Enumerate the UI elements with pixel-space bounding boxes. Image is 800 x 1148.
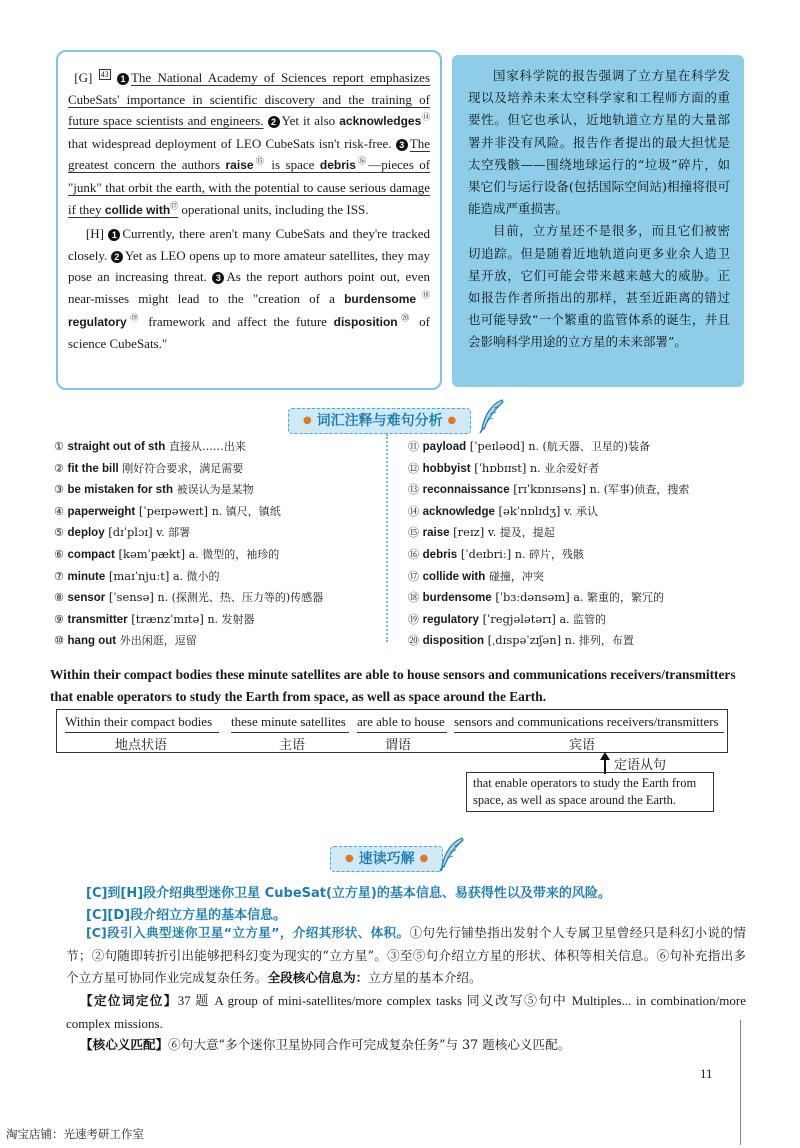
clause-label: 定语从句 — [614, 758, 667, 773]
vocab-definition: n. (探测光、热、压力等的)传感器 — [157, 591, 324, 605]
vocab-word: collide with — [422, 570, 486, 583]
vocab-phonetic: [ˈpeɪləʊd] — [469, 439, 525, 453]
vocab-number: ⑨ — [54, 612, 64, 626]
vocab-entry — [54, 566, 384, 588]
vocab-word: sensor — [67, 592, 106, 605]
sentence-marker: 2 — [268, 116, 280, 128]
segment-adverbial: Within their compact bodies — [65, 714, 213, 729]
vocab-definition: 碰撞，冲突 — [488, 569, 544, 583]
paragraph-c-analysis: [C]段引入典型迷你卫星“立方星”，介绍其形状、体积。①句先行铺垫指出发射个人专属卫星曾经只是科幻小说的情节；②句随即转折引出能够把科幻变为现实的“立方星”。③至⑤句介绍立方星的形状、体积等相关信息。⑥句补充指出多个立方星可协同作业完成复杂任务。全段核心信息为：立方星的基本介绍。 — [66, 925, 747, 985]
vocab-phonetic: [reɪz] — [453, 525, 485, 540]
sentence-marker: 3 — [212, 272, 224, 284]
role-label: 地点状语 — [115, 738, 168, 753]
vocab-phonetic: [dɪˈplɔɪ] — [108, 525, 153, 540]
translation-paragraph-2: 目前，立方星还不是很多，而且它们被密切追踪。但是随着近地轨道向更多业余人造卫星开放，它们可能会带来越来越大的威胁。正如报告作者所指出的那样，甚至近距离的错过也可能导致“一个繁重的监管体系的诞生，并且会影响科学用途的立方星的未来部署”。 — [468, 223, 730, 350]
paragraph-tag: [G] — [68, 70, 93, 85]
vocab-definition: 直接从……出来 — [168, 440, 246, 453]
segment-underline — [357, 732, 447, 733]
vocab-number: ⑳ — [408, 634, 419, 648]
vocab-number: ① — [54, 440, 64, 453]
vocab-keyword: disposition — [333, 314, 398, 329]
vocab-number: ⑬ — [408, 483, 419, 497]
shop-watermark: 淘宝店铺：光速考研工作室 — [6, 1127, 144, 1141]
vocab-word: acknowledge — [422, 505, 495, 518]
vocab-definition: v. 部署 — [156, 526, 191, 540]
vocab-definition: a. 微型的，袖珍的 — [188, 547, 280, 561]
role-label: 宾语 — [569, 738, 596, 753]
english-passage-panel — [56, 50, 442, 390]
vocab-list-right — [408, 436, 738, 652]
core-meaning-analysis: 【核心义匹配】⑥句大意“多个迷你卫星协同合作可完成复杂任务”与 37 题核心义匹配。 — [80, 1037, 571, 1052]
sentence-text: Yet as LEO opens up to more amateur satellites, they may pose an increasing threat. — [68, 247, 430, 285]
segment-object: sensors and communications receivers/transmitters — [454, 714, 719, 729]
vocab-word: minute — [67, 570, 106, 583]
vocab-word: compact — [67, 548, 115, 561]
quill-pen-icon — [476, 398, 506, 434]
up-arrow-icon — [598, 752, 612, 774]
vocab-entry — [408, 630, 738, 652]
vocab-phonetic: [rɪˈkɒnɪsəns] — [513, 482, 586, 497]
passage-paragraph-h: [H] 1 Currently, there aren't many CubeSats and they're tracked closely. 2 Yet as LEO opens up to more amateur satellites, they may pose an increasing threat. 3 As the report authors point out, even near-misses might lead to the "creation of a burdensome⑱ regulatory⑲ framework and affect the future disposition⑳ of science CubeSats." — [68, 226, 431, 352]
vocab-number: ⑩ — [54, 634, 64, 648]
vocab-word: debris — [422, 548, 458, 561]
speed-reading-heading: ● 速读巧解 ● — [330, 846, 443, 872]
vocab-number: ⑤ — [54, 526, 64, 540]
sentence-structure-box — [56, 709, 728, 753]
vocab-entry — [408, 609, 738, 631]
segment-predicate: are able to house — [357, 714, 445, 729]
vocab-section-heading: ● 词汇注释与难句分析 ● — [288, 408, 471, 434]
vocab-definition: n. 镇尺，镇纸 — [211, 504, 281, 518]
role-label: 主语 — [279, 738, 306, 753]
vocab-word: paperweight — [67, 505, 136, 518]
vocab-entry — [408, 458, 738, 480]
sentence-marker: 1 — [108, 229, 120, 241]
segment-underline — [65, 732, 219, 733]
speed-summary-line: [C][D]段介绍立方星的基本信息。 — [86, 908, 287, 923]
difficult-sentence: Within their compact bodies these minute satellites are able to house sensors and communications receivers/transmitters that enable operators to study the Earth from space, as well as space around the Earth. — [50, 667, 736, 704]
vocab-list-left — [54, 436, 384, 652]
sentence-text: The greatest concern the authors raise⑮ is space debris⑯—pieces of "junk" that orbit the earth, with the potential to cause serious damage if they collide with⑰ — [68, 135, 431, 217]
vocab-definition: n. 发射器 — [207, 612, 255, 626]
quill-pen-icon — [436, 836, 466, 872]
vocab-phonetic: [ˈsensə] — [108, 590, 154, 605]
sentence-text: The National Academy of Sciences report emphasizes CubeSats' importance in scientific discovery and the training of future space scientists and engineers. — [68, 70, 431, 129]
vocab-entry — [54, 479, 384, 501]
vocab-word: payload — [422, 441, 467, 453]
vocab-number: ⑲ — [408, 612, 419, 626]
vocab-phonetic: [ˈhɒbɪɪst] — [474, 460, 527, 475]
vocab-word: deploy — [67, 527, 105, 540]
vocab-entry — [408, 587, 738, 609]
vocab-keyword: debris — [319, 158, 356, 173]
vocab-number: ④ — [54, 504, 64, 518]
vocab-number: ⑮ — [408, 526, 419, 540]
vocab-word: fit the bill — [67, 462, 119, 475]
translation-paragraph-1: 国家科学院的报告强调了立方星在科学发现以及培养未来太空科学家和工程师方面的重要性。但它也承认，近地轨道立方星的大量部署并非没有风险。报告作者提出的最大担忧是太空残骸——围绕地球运行的“垃圾”碎片，如果它们与运行设备(包括国际空间站)相撞将很可能造成严重损害。 — [468, 68, 730, 217]
role-label: 谓语 — [385, 738, 412, 753]
vocab-number: ⑰ — [408, 569, 419, 583]
vocab-word: straight out of sth — [67, 441, 166, 453]
vocab-phonetic: [ˈdeɪbriː] — [460, 546, 512, 561]
vocab-phonetic: [ˌdɪspəˈzɪʃən] — [487, 633, 562, 648]
passage-paragraph-g: [G] $^{43}$ 1 The National Academy of Sciences report emphasizes CubeSats' importance in scientific discovery and the training of future space scientists and engineers. 2 Yet it also acknowledges⑭ that widespread deployment of LEO CubeSats isn't risk-free. 3 The greatest concern the authors raise⑮ is space debris⑯—pieces of "junk" that orbit the earth, with the potential to cause serious damage if they collide with⑰ operational units, including the ISS. — [68, 69, 431, 217]
vocab-phonetic: [ˈbɜːdənsəm] — [495, 590, 570, 605]
vocab-phonetic: [ˈregjələtərɪ] — [482, 611, 556, 626]
vocab-number: ⑥ — [54, 547, 64, 561]
vocab-definition: v. 提及，提起 — [487, 526, 555, 540]
vocab-definition: v. 承认 — [564, 504, 598, 518]
vocab-entry — [408, 566, 738, 588]
vocab-word: disposition — [422, 635, 484, 648]
attributive-clause-box: that enable operators to study the Earth from space, as well as space around the Earth. — [466, 772, 714, 812]
locator-analysis: 【定位词定位】37 题 A group of mini-satellites/more complex tasks 同义改写⑤句中 Multiples... in combination/more complex missions. — [66, 993, 746, 1031]
vocab-keyword: regulatory — [68, 314, 127, 329]
vocab-number: ③ — [54, 483, 64, 497]
vocab-definition: n. 排列，布置 — [564, 634, 634, 648]
sentence-text: operational units, including the ISS. — [181, 201, 369, 217]
sentence-marker: 3 — [396, 139, 408, 151]
vocab-number: ⑭ — [408, 504, 419, 518]
vocab-phonetic: [əkˈnɒlɪdʒ] — [498, 503, 561, 518]
vocab-phonetic: [maɪˈnjuːt] — [108, 568, 170, 583]
vocab-keyword: acknowledges — [339, 114, 422, 129]
vocab-number: ⑧ — [54, 591, 64, 605]
sentence-text: of science CubeSats." — [68, 313, 430, 352]
paragraph-tag: [H] — [68, 226, 104, 242]
vocab-definition: n. (航天器、卫星的)装备 — [528, 440, 651, 453]
sentence-marker: 1 — [117, 73, 129, 85]
sentence-text: Yet it also — [281, 113, 336, 129]
vocab-entry — [408, 436, 738, 458]
sentence-text: that widespread deployment of LEO CubeSats isn't risk-free. — [68, 135, 392, 151]
vocab-entry — [54, 544, 384, 566]
vocab-definition: n. 碎片，残骸 — [514, 547, 584, 561]
segment-subject: these minute satellites — [231, 714, 346, 729]
vocab-definition: a. 微小的 — [173, 569, 220, 583]
segment-underline — [231, 732, 349, 733]
vocab-definition: 被误认为是某物 — [176, 483, 254, 497]
vocab-keyword: raise — [225, 158, 254, 173]
vocab-definition: n. 业余爱好者 — [530, 461, 600, 475]
vocab-word: burdensome — [422, 592, 492, 605]
speed-summary-line: [C]到[H]段介绍典型迷你卫星 CubeSat(立方星)的基本信息、易获得性以及带来的风险。 — [86, 886, 611, 901]
vocab-definition: n. (军事)侦查，搜索 — [589, 483, 690, 497]
vocab-word: be mistaken for sth — [67, 484, 173, 497]
vocab-entry — [408, 544, 738, 566]
vocab-entry — [54, 522, 384, 544]
vocab-word: reconnaissance — [422, 484, 510, 497]
sentence-marker: 2 — [111, 251, 123, 263]
vocab-number: ② — [54, 461, 64, 475]
vocab-word: transmitter — [67, 613, 128, 626]
vocab-number: ⑪ — [408, 440, 419, 453]
column-divider — [386, 434, 388, 642]
vocab-number: ⑫ — [408, 461, 419, 475]
vocab-entry — [54, 630, 384, 652]
vocab-definition: a. 监管的 — [559, 612, 607, 626]
vocab-entry — [54, 501, 384, 523]
vocab-definition: 外出闲逛，逗留 — [119, 634, 197, 648]
vocab-word: regulatory — [422, 613, 479, 626]
vocab-entry — [54, 458, 384, 480]
vocab-entry — [54, 587, 384, 609]
vocab-entry — [408, 501, 738, 523]
vocab-phonetic: [ˈpeɪpəweɪt] — [138, 503, 209, 518]
sentence-text: Currently, there aren't many CubeSats and they're tracked closely. — [68, 226, 430, 263]
margin-rule — [740, 1020, 741, 1145]
segment-underline — [454, 732, 724, 733]
vocab-number: ⑱ — [408, 591, 419, 605]
vocab-entry — [408, 479, 738, 501]
question-number-tag: 43 — [100, 69, 109, 79]
page-number: 11 — [700, 1066, 713, 1081]
vocab-word: hang out — [67, 635, 117, 648]
vocab-keyword: collide with — [104, 202, 171, 217]
vocab-word: hobbyist — [422, 462, 471, 475]
vocab-phonetic: [trænzˈmɪtə] — [131, 611, 204, 626]
vocab-word: raise — [422, 527, 450, 540]
vocab-phonetic: [kəmˈpækt] — [118, 546, 186, 561]
sentence-text: framework and affect the future — [148, 313, 327, 329]
sentence-text: As the report authors point out, even near-misses might lead to the "creation of a — [68, 269, 431, 306]
vocab-entry — [408, 522, 738, 544]
vocab-entry — [54, 436, 384, 458]
chinese-translation-panel — [452, 55, 744, 387]
vocab-number: ⑯ — [408, 547, 419, 561]
vocab-definition: 刚好符合要求，满足需要 — [122, 461, 244, 475]
vocab-definition: a. 繁重的，繁冗的 — [573, 591, 664, 605]
vocab-keyword: burdensome — [344, 291, 417, 306]
vocab-entry — [54, 609, 384, 631]
vocab-number: ⑦ — [54, 569, 64, 583]
